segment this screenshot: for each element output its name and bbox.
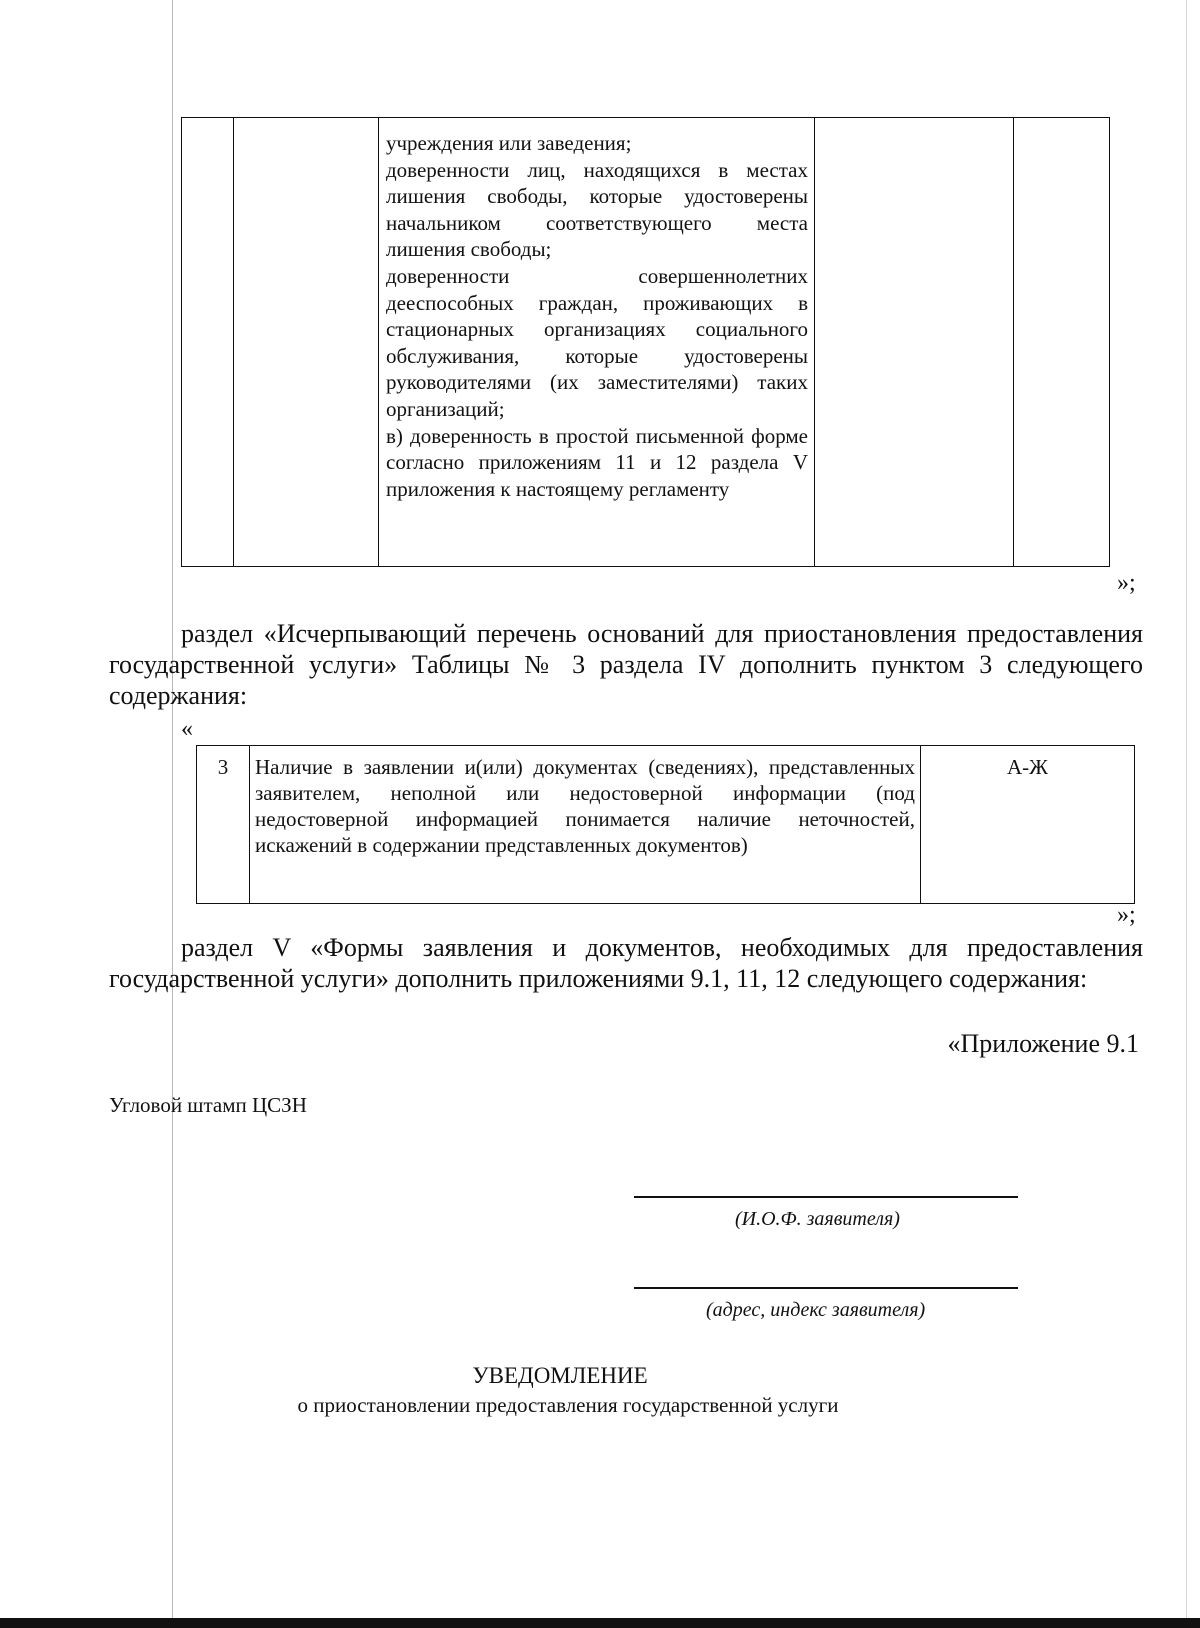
scan-bottom-edge <box>0 1618 1200 1628</box>
cell-line: учреждения или заведения; <box>386 131 632 155</box>
corner-stamp-label: Угловой штамп ЦСЗН <box>109 1093 307 1117</box>
cell-line: в) доверенность в простой письменной форме согласно приложениям 11 и 12 раздела V приложения к настоящему регламенту <box>386 423 808 501</box>
table-row <box>182 118 1110 567</box>
notice-subtitle: о приостановлении предоставления государственной услуги <box>297 1393 839 1417</box>
row-number: 3 <box>197 746 250 904</box>
name-signature-line <box>634 1196 1018 1198</box>
table-row <box>197 746 1135 904</box>
table-cell-number <box>182 118 234 567</box>
name-caption: (И.О.Ф. заявителя) <box>735 1208 900 1230</box>
address-caption: (адрес, индекс заявителя) <box>706 1299 926 1321</box>
address-signature-line <box>634 1287 1018 1289</box>
continued-documents-table <box>181 117 1110 567</box>
row-description: Наличие в заявлении и(или) документах (сведениях), представленных заявителем, неполной или недостоверной информации (под недостоверной информацией понимается наличие неточностей, искажений в содержании представленных документов) <box>250 746 921 904</box>
amendment-paragraph-1: раздел «Исчерпывающий перечень оснований для приостановления предоставления государственной услуги» Таблицы № 3 раздела IV дополнить пунктом 3 следующего содержания: <box>109 619 1143 710</box>
appendix-label: «Приложение 9.1 <box>947 1029 1139 1058</box>
row-code: А-Ж <box>921 746 1135 904</box>
cell-line: доверенности лиц, находящихся в местах лишения свободы, которые удостоверены начальником соответствующего места лишения свободы; <box>386 157 808 262</box>
closing-quote: »; <box>1117 570 1136 596</box>
notice-title: УВЕДОМЛЕНИЕ <box>472 1363 648 1388</box>
inserted-row-table <box>196 745 1135 904</box>
scan-right-edge <box>1186 0 1187 1628</box>
table-cell-name <box>234 118 379 567</box>
table-cell-empty <box>1014 118 1110 567</box>
table-cell-documents <box>379 118 815 567</box>
table-cell-empty <box>815 118 1014 567</box>
closing-quote: »; <box>1117 902 1136 928</box>
cell-line: доверенности совершеннолетних дееспособных граждан, проживающих в стационарных организациях социального обслуживания, которые удостоверены руководителями (их заместителями) таких организаций; <box>386 263 808 421</box>
opening-quote: « <box>181 716 193 742</box>
amendment-paragraph-2: раздел V «Формы заявления и документов, необходимых для предоставления государственной услуги» дополнить приложениями 9.1, 11, 12 следующего содержания: <box>109 933 1143 993</box>
